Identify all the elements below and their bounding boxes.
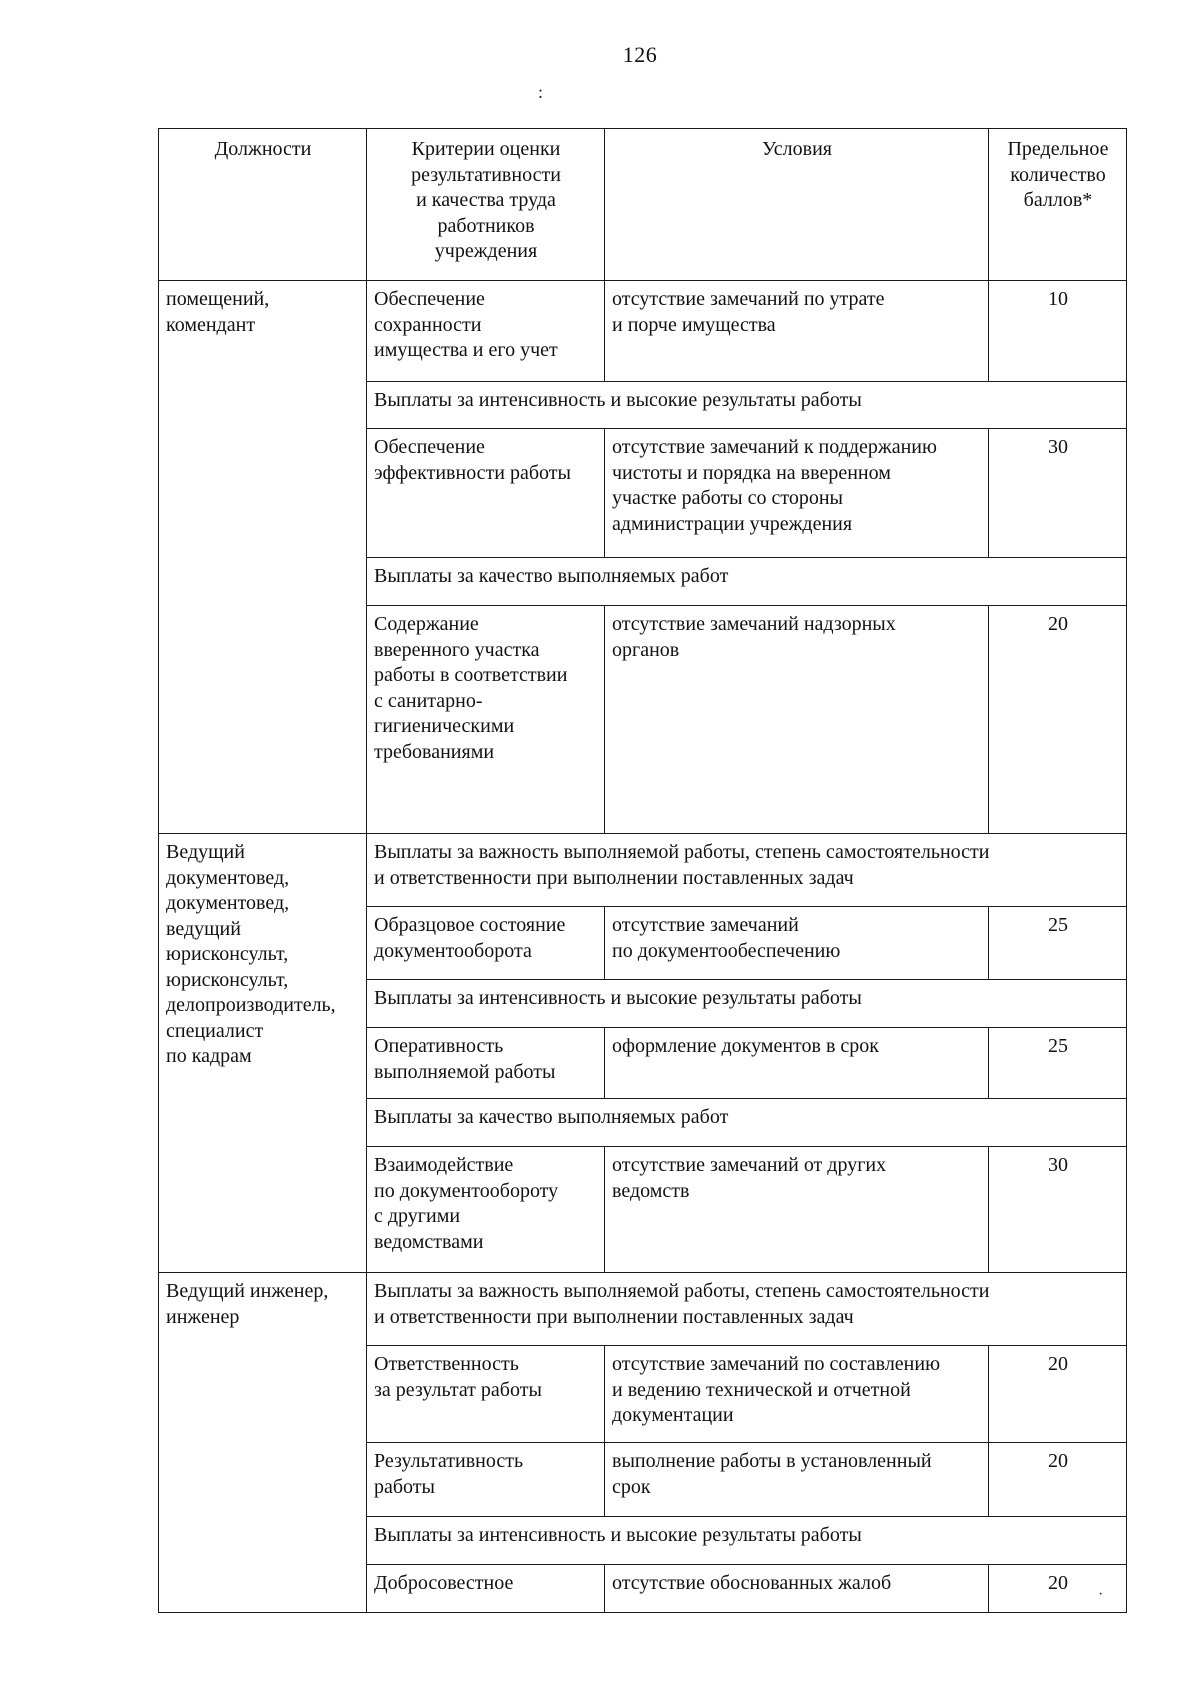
criterion-cell: Обеспечение эффективности работы bbox=[367, 429, 605, 558]
table-header-row bbox=[159, 129, 1127, 281]
points-cell: 20 bbox=[989, 606, 1127, 834]
header-conditions: Условия bbox=[605, 129, 989, 281]
condition-cell: отсутствие замечаний от других ведомств bbox=[605, 1147, 989, 1273]
condition-cell: выполнение работы в установленный срок bbox=[605, 1443, 989, 1517]
section-row bbox=[159, 1273, 1127, 1346]
condition-cell: отсутствие замечаний по утрате и порче имущества bbox=[605, 281, 989, 382]
table-row bbox=[159, 281, 1127, 382]
section-row bbox=[159, 834, 1127, 907]
condition-cell: отсутствие обоснованных жалоб bbox=[605, 1565, 989, 1613]
points-cell: 30 bbox=[989, 1147, 1127, 1273]
position-cell: Ведущий инженер, инженер bbox=[159, 1273, 367, 1613]
criterion-cell: Обеспечение сохранности имущества и его учет bbox=[367, 281, 605, 382]
position-cell: помещений, комендант bbox=[159, 281, 367, 834]
condition-cell: отсутствие замечаний к поддержанию чистоты и порядка на вверенном участке работы со стороны администрации учреждения bbox=[605, 429, 989, 558]
criterion-cell: Ответственность за результат работы bbox=[367, 1346, 605, 1443]
criterion-cell: Образцовое состояние документооборота bbox=[367, 907, 605, 980]
condition-cell: отсутствие замечаний надзорных органов bbox=[605, 606, 989, 834]
condition-cell: отсутствие замечаний по документообеспечению bbox=[605, 907, 989, 980]
points-cell: 10 bbox=[989, 281, 1127, 382]
page-number: 126 bbox=[622, 42, 658, 67]
section-heading: Выплаты за важность выполняемой работы, степень самостоятельности и ответственности при выполнении поставленных задач bbox=[367, 1273, 1127, 1346]
section-heading: Выплаты за интенсивность и высокие результаты работы bbox=[367, 1517, 1127, 1565]
section-heading: Выплаты за качество выполняемых работ bbox=[367, 1099, 1127, 1147]
header-max-points: Предельное количество баллов* bbox=[989, 129, 1127, 281]
section-heading: Выплаты за интенсивность и высокие результаты работы bbox=[367, 980, 1127, 1028]
criteria-table bbox=[158, 128, 1127, 1613]
section-heading: Выплаты за качество выполняемых работ bbox=[367, 558, 1127, 606]
criterion-cell: Результативность работы bbox=[367, 1443, 605, 1517]
section-heading: Выплаты за интенсивность и высокие результаты работы bbox=[367, 382, 1127, 429]
header-positions: Должности bbox=[159, 129, 367, 281]
points-cell: 30 bbox=[989, 429, 1127, 558]
header-criteria: Критерии оценки результативности и качества труда работников учреждения bbox=[367, 129, 605, 281]
condition-cell: отсутствие замечаний по составлению и ведению технической и отчетной документации bbox=[605, 1346, 989, 1443]
criterion-cell: Оперативность выполняемой работы bbox=[367, 1028, 605, 1099]
stray-mark: : bbox=[538, 82, 544, 102]
points-cell: 20 bbox=[989, 1565, 1127, 1613]
points-cell: 25 bbox=[989, 907, 1127, 980]
points-cell: 20 bbox=[989, 1443, 1127, 1517]
criterion-cell: Взаимодействие по документообороту с другими ведомствами bbox=[367, 1147, 605, 1273]
criterion-cell: Добросовестное bbox=[367, 1565, 605, 1613]
stray-dot: · bbox=[1098, 1586, 1104, 1603]
criterion-cell: Содержание вверенного участка работы в соответствии с санитарно- гигиеническими требованиями bbox=[367, 606, 605, 834]
points-cell: 25 bbox=[989, 1028, 1127, 1099]
points-cell: 20 bbox=[989, 1346, 1127, 1443]
section-heading: Выплаты за важность выполняемой работы, степень самостоятельности и ответственности при выполнении поставленных задач bbox=[367, 834, 1127, 907]
condition-cell: оформление документов в срок bbox=[605, 1028, 989, 1099]
position-cell: Ведущий документовед, документовед, ведущий юрисконсульт, юрисконсульт, делопроизводитель, специалист по кадрам bbox=[159, 834, 367, 1273]
